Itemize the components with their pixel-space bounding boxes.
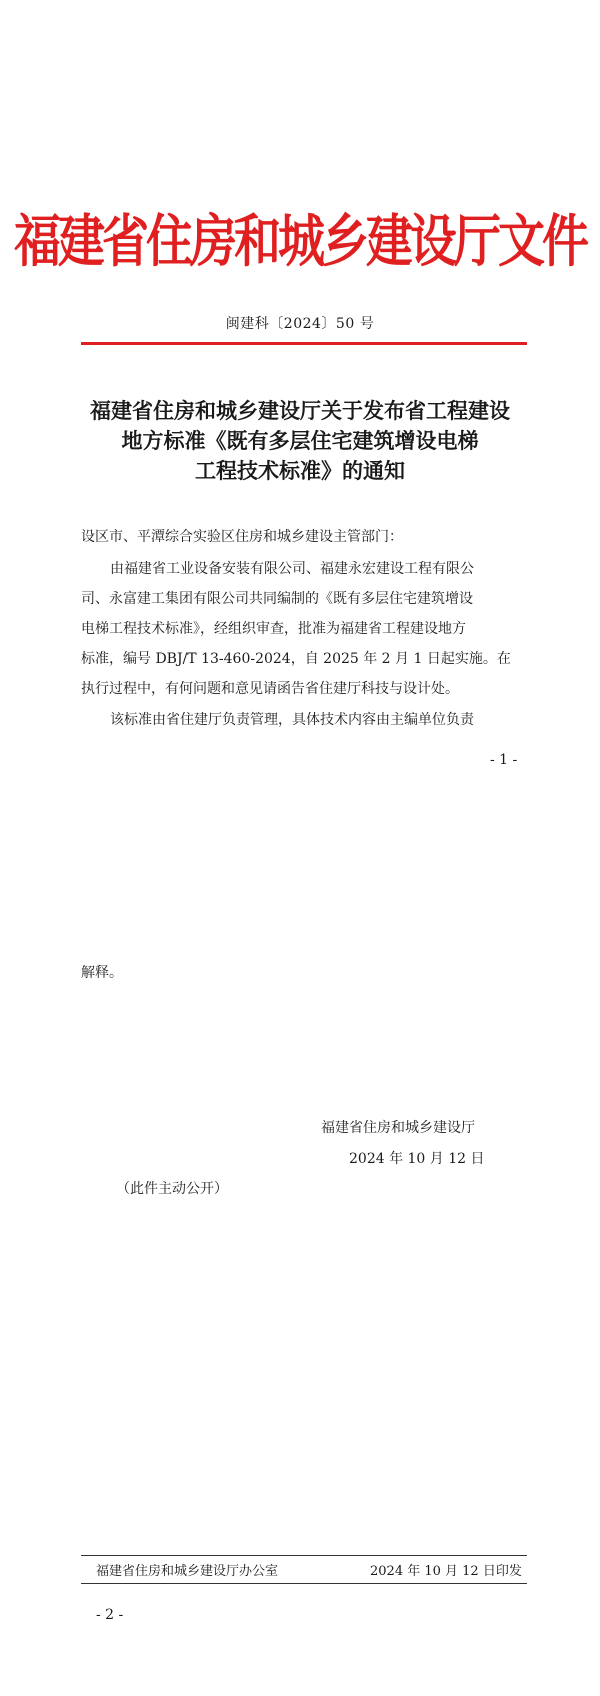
paragraph-2-line-1: 该标准由省住建厅负责管理，具体技术内容由主编单位负责 — [110, 712, 474, 728]
paragraph-1-line-3: 电梯工程技术标准》，经组织审查，批准为福建省工程建设地方 — [81, 621, 466, 637]
public-disclosure-note: （此件主动公开） — [116, 1181, 228, 1197]
footer-print-date: 2024 年 10 月 12 日印发 — [370, 1564, 522, 1579]
issuer-name: 福建省住房和城乡建设厅 — [321, 1120, 475, 1136]
paragraph-1-line-4: 标准，编号 DBJ/T 13-460-2024，自 2025 年 2 月 1 日起实施。在 — [81, 651, 511, 667]
title-line-3: 工程技术标准》的通知 — [195, 458, 405, 483]
document-number: 闽建科〔2024〕50 号 — [225, 316, 375, 332]
signature-date: 2024 年 10 月 12 日 — [349, 1151, 485, 1167]
notice-title — [0, 396, 600, 486]
red-separator-line — [81, 342, 527, 345]
paragraph-1-line-5: 执行过程中，有何问题和意见请函告省住建厅科技与设计处。 — [81, 681, 459, 697]
page-number-1: - 1 - — [490, 752, 518, 768]
title-line-1: 福建省住房和城乡建设厅关于发布省工程建设 — [90, 398, 510, 423]
footer-issuing-office: 福建省住房和城乡建设厅办公室 — [96, 1564, 279, 1579]
page-number-2: - 2 - — [96, 1607, 124, 1623]
title-line-2: 地方标准《既有多层住宅建筑增设电梯 — [121, 428, 479, 453]
footer-top-rule — [81, 1555, 527, 1556]
footer-bottom-rule — [81, 1583, 527, 1584]
paragraph-1-line-1: 由福建省工业设备安装有限公司、福建永宏建设工程有限公 — [110, 561, 474, 577]
paragraph-1-line-2: 司、永富建工集团有限公司共同编制的《既有多层住宅建筑增设 — [81, 591, 473, 607]
paragraph-2-line-2: 解释。 — [81, 965, 123, 981]
paragraph-1 — [81, 554, 533, 704]
document-masthead: 福建省住房和城乡建设厅文件 — [14, 209, 586, 275]
salutation: 设区市、平潭综合实验区住房和城乡建设主管部门： — [81, 529, 403, 545]
